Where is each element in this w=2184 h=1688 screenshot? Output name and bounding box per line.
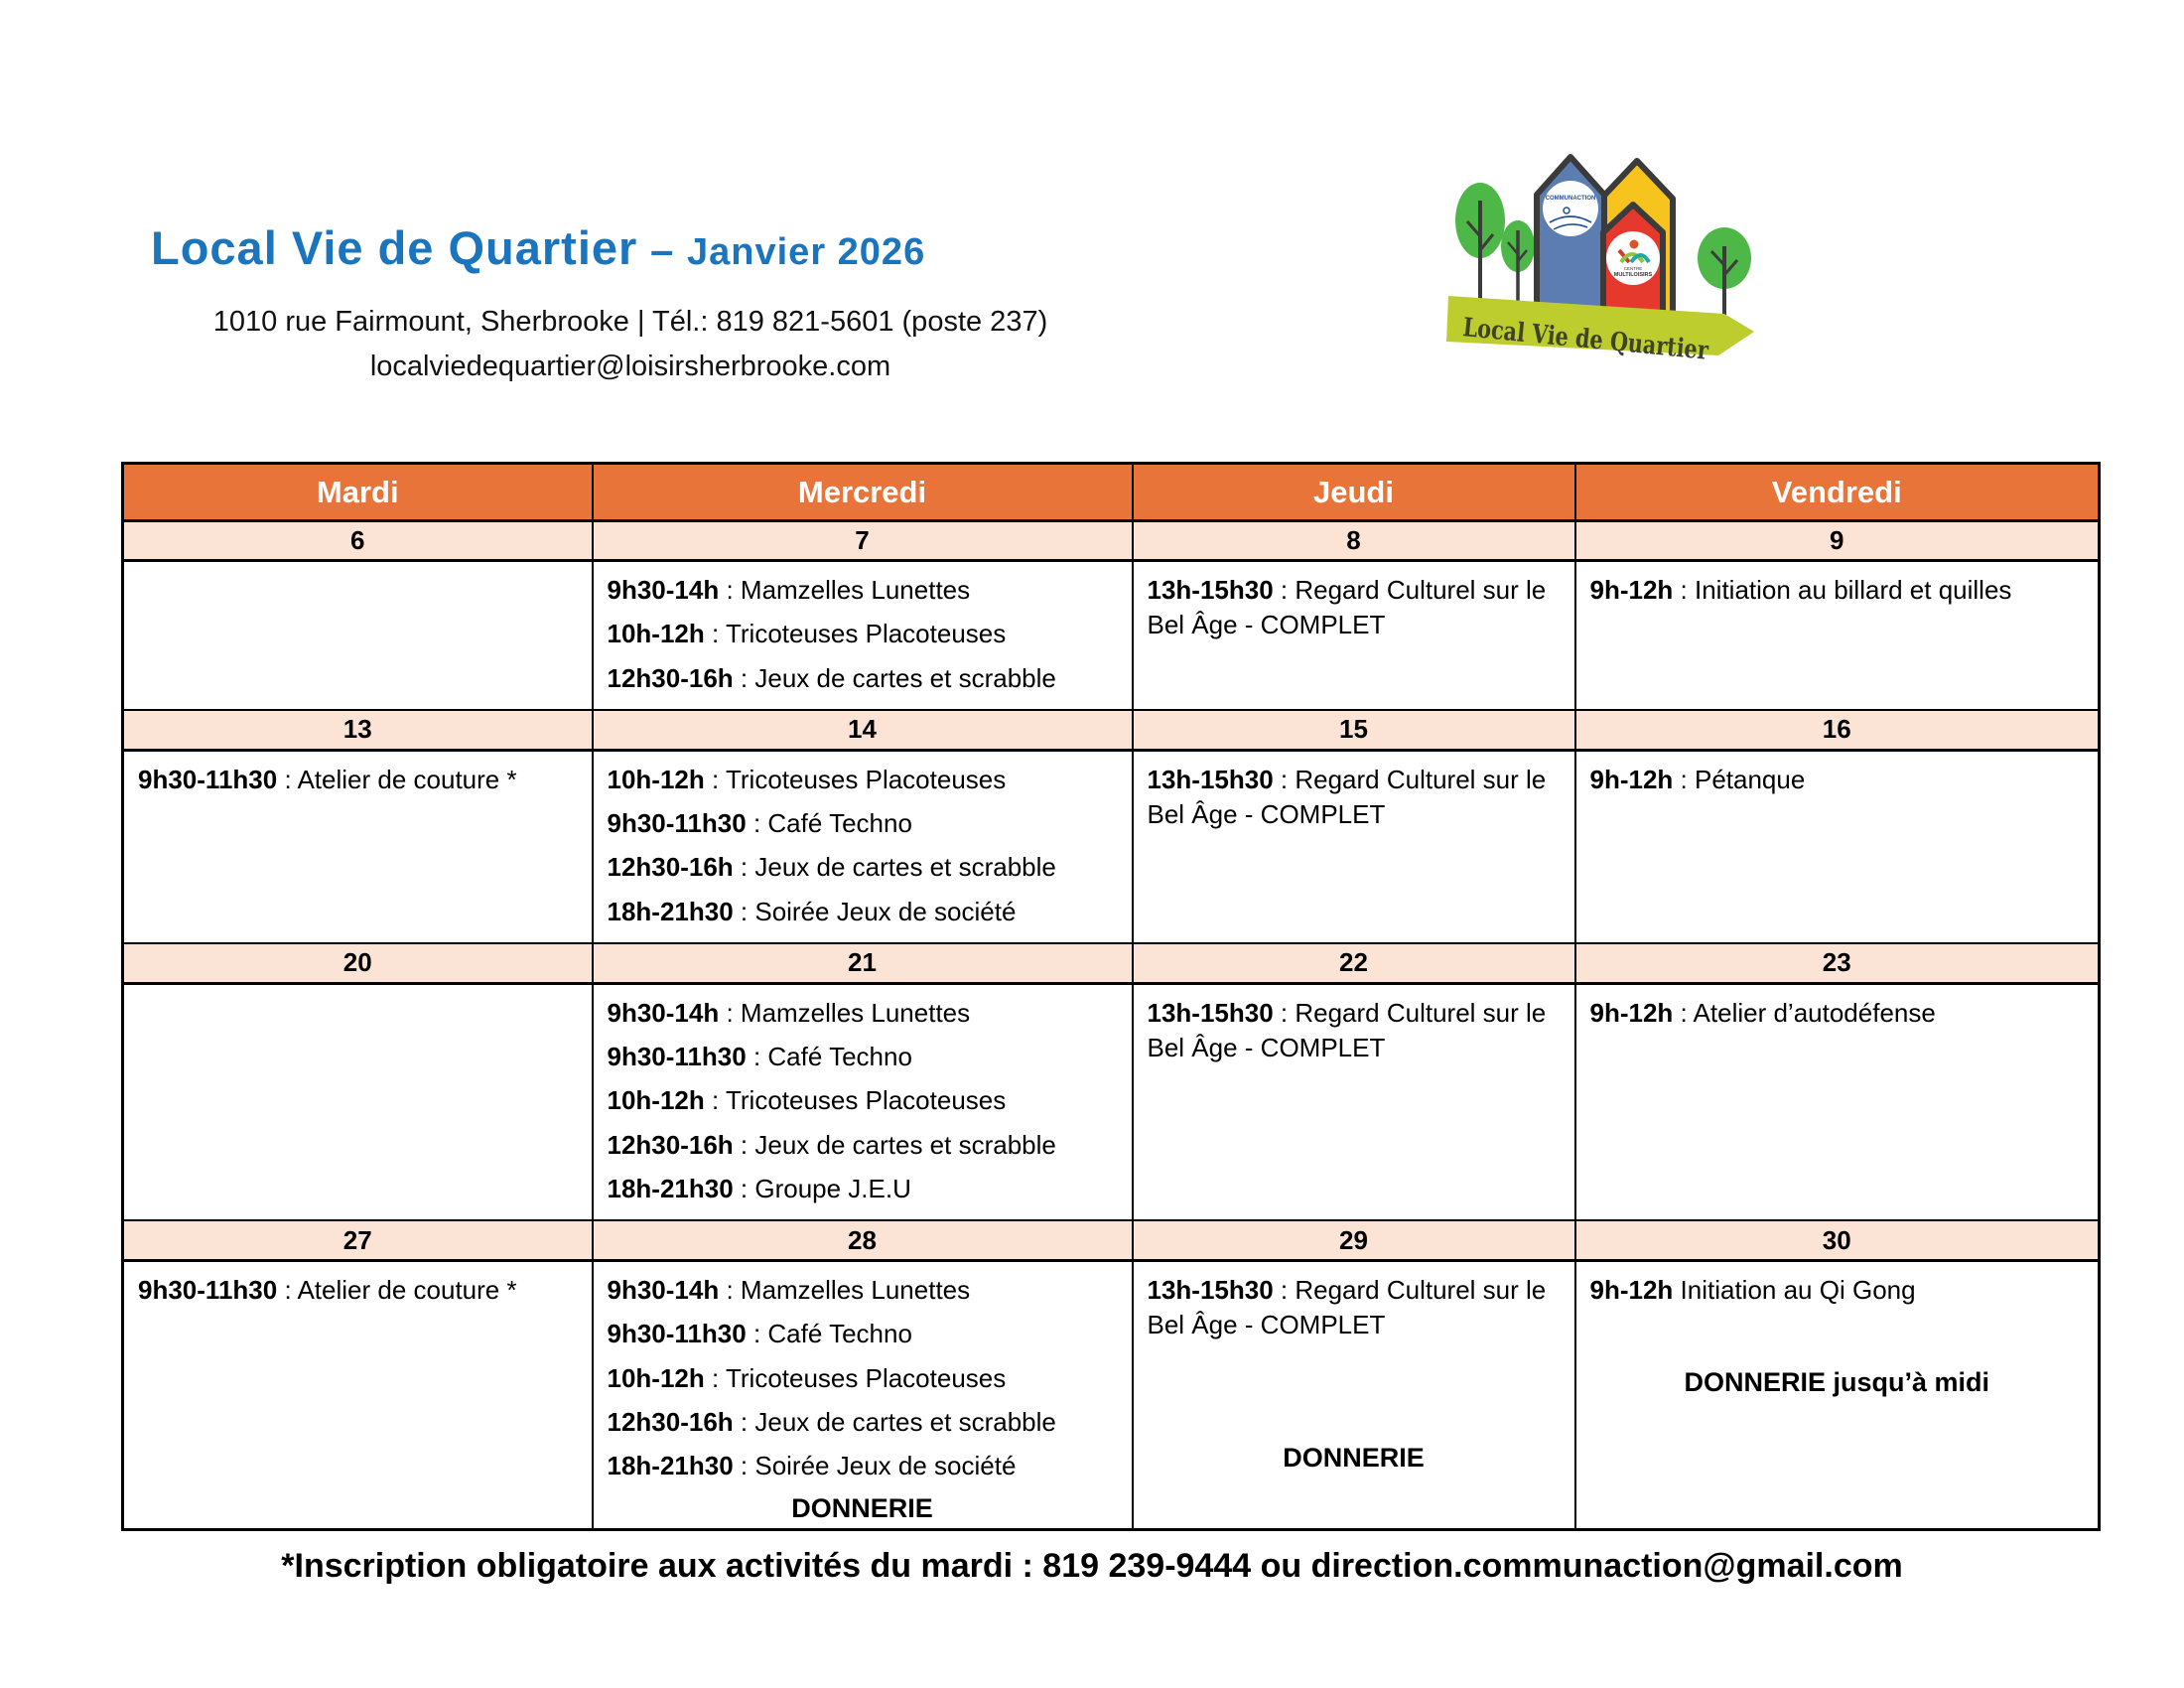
donnerie-note: DONNERIE (791, 1492, 933, 1523)
date-row-week-2 (123, 710, 2100, 750)
activity-entry: 13h-15h30 : Regard Culturel sur le Bel Âge - COMPLET (1147, 997, 1547, 1062)
activity-entry: 10h-12h : Tricoteuses Placoteuses (607, 764, 1007, 794)
activity-entry: 9h30-11h30 : Café Techno (607, 807, 912, 838)
page-title-month: Janvier 2026 (687, 231, 926, 273)
date-cell-16: 16 (1575, 710, 2100, 750)
calendar-cell-mardi-27 (123, 1260, 593, 1529)
activity-entry: 9h-12h : Initiation au billard et quilles (1589, 575, 2012, 605)
activity-entry: 9h30-11h30 : Atelier de couture * (138, 1274, 517, 1305)
tree-icon (1501, 220, 1535, 310)
date-cell-13: 13 (123, 710, 593, 750)
activity-entry: 18h-21h30 : Soirée Jeux de société (607, 896, 1017, 926)
logo-illustration-icon (1434, 109, 1802, 372)
date-cell-9: 9 (1575, 521, 2100, 561)
content-row-week-3 (123, 983, 2100, 1220)
activity-entry: 9h30-14h : Mamzelles Lunettes (607, 997, 971, 1028)
day-header-mercredi: Mercredi (593, 464, 1133, 521)
page-title-separator: – (637, 226, 688, 273)
activity-entry: 10h-12h : Tricoteuses Placoteuses (607, 619, 1007, 649)
calendar-cell-mardi-13 (123, 750, 593, 943)
activity-entry: 9h-12h Initiation au Qi Gong (1589, 1274, 1916, 1305)
date-cell-14: 14 (593, 710, 1133, 750)
date-row-week-1 (123, 521, 2100, 561)
calendar-cell-mardi-20 (123, 983, 593, 1220)
calendar-table (121, 462, 2101, 1531)
date-cell-21: 21 (593, 943, 1133, 983)
calendar-cell-vendredi-9 (1575, 561, 2100, 711)
date-cell-20: 20 (123, 943, 593, 983)
page-title-main: Local Vie de Quartier (151, 221, 638, 274)
organization-logo (1434, 109, 1802, 372)
calendar-cell-jeudi-8 (1133, 561, 1575, 711)
content-row-week-2 (123, 750, 2100, 943)
date-cell-27: 27 (123, 1220, 593, 1260)
activity-entry: 13h-15h30 : Regard Culturel sur le Bel Âge - COMPLET (1147, 575, 1547, 640)
blue-house-badge-text: COMMUNACTION (1545, 196, 1596, 202)
activity-entry: 18h-21h30 : Soirée Jeux de société (607, 1451, 1017, 1481)
activity-entry: 9h-12h : Pétanque (1589, 764, 1806, 794)
red-house-badge-text-1: CENTRE (1623, 266, 1643, 271)
activity-entry: 13h-15h30 : Regard Culturel sur le Bel Âge - COMPLET (1147, 764, 1547, 829)
address-line: 1010 rue Fairmount, Sherbrooke | Tél.: 819 821-5601 (poste 237) (212, 306, 1048, 338)
red-house-badge-text-2: MULTILOISIRS (1613, 272, 1653, 278)
registration-note: *Inscription obligatoire aux activités du mardi : 819 239-9444 ou direction.communaction@gmail.com (281, 1547, 1903, 1585)
day-header-mardi: Mardi (123, 464, 593, 521)
date-cell-22: 22 (1133, 943, 1575, 983)
activity-entry: 9h30-14h : Mamzelles Lunettes (607, 1274, 971, 1305)
day-header-jeudi: Jeudi (1133, 464, 1575, 521)
banner-text: Local Vie de Quartier (1461, 313, 1772, 372)
date-row-week-4 (123, 1220, 2100, 1260)
activity-entry: 13h-15h30 : Regard Culturel sur le Bel Âge - COMPLET (1147, 1274, 1547, 1340)
activity-entry: 10h-12h : Tricoteuses Placoteuses (607, 1362, 1007, 1393)
date-row-week-3 (123, 943, 2100, 983)
calendar-cell-mardi-6 (123, 561, 593, 711)
date-cell-23: 23 (1575, 943, 2100, 983)
calendar-cell-mercredi-28 (593, 1260, 1133, 1529)
calendar-cell-jeudi-29 (1133, 1260, 1575, 1529)
activity-entry: 12h30-16h : Jeux de cartes et scrabble (607, 662, 1056, 693)
activity-entry: 12h30-16h : Jeux de cartes et scrabble (607, 1129, 1056, 1160)
content-row-week-1 (123, 561, 2100, 711)
activity-entry: 9h30-11h30 : Café Techno (607, 1041, 912, 1071)
date-cell-29: 29 (1133, 1220, 1575, 1260)
activity-entry: 9h30-11h30 : Café Techno (607, 1319, 912, 1349)
calendar-cell-mercredi-14 (593, 750, 1133, 943)
page-title (151, 220, 925, 275)
day-header-vendredi: Vendredi (1575, 464, 2100, 521)
email-line: localviedequartier@loisirsherbrooke.com (369, 351, 891, 382)
activity-entry: 9h-12h : Atelier d’autodéfense (1589, 997, 1936, 1028)
activity-entry: 9h30-14h : Mamzelles Lunettes (607, 575, 971, 605)
contact-block (129, 300, 1132, 389)
day-header-row (123, 464, 2100, 521)
date-cell-8: 8 (1133, 521, 1575, 561)
calendar-cell-vendredi-16 (1575, 750, 2100, 943)
calendar-cell-vendredi-23 (1575, 983, 2100, 1220)
date-cell-6: 6 (123, 521, 593, 561)
activity-entry: 18h-21h30 : Groupe J.E.U (607, 1173, 911, 1203)
red-badge-dot-icon (1630, 240, 1639, 249)
calendar-cell-mercredi-21 (593, 983, 1133, 1220)
date-cell-30: 30 (1575, 1220, 2100, 1260)
activity-entry: 10h-12h : Tricoteuses Placoteuses (607, 1085, 1007, 1116)
donnerie-until-noon-note: DONNERIE jusqu’à midi (1684, 1367, 1990, 1398)
date-cell-7: 7 (593, 521, 1133, 561)
date-cell-15: 15 (1133, 710, 1575, 750)
blue-house-badge (1543, 181, 1598, 236)
calendar-cell-jeudi-15 (1133, 750, 1575, 943)
activity-entry: 12h30-16h : Jeux de cartes et scrabble (607, 852, 1056, 883)
calendar-cell-jeudi-22 (1133, 983, 1575, 1220)
donnerie-note: DONNERIE (1283, 1442, 1425, 1473)
tree-icon (1455, 183, 1505, 308)
activity-entry: 12h30-16h : Jeux de cartes et scrabble (607, 1406, 1056, 1437)
calendar-cell-vendredi-30 (1575, 1260, 2100, 1529)
date-cell-28: 28 (593, 1220, 1133, 1260)
activity-entry: 9h30-11h30 : Atelier de couture * (138, 764, 517, 794)
calendar-cell-mercredi-7 (593, 561, 1133, 711)
content-row-week-4 (123, 1260, 2100, 1529)
